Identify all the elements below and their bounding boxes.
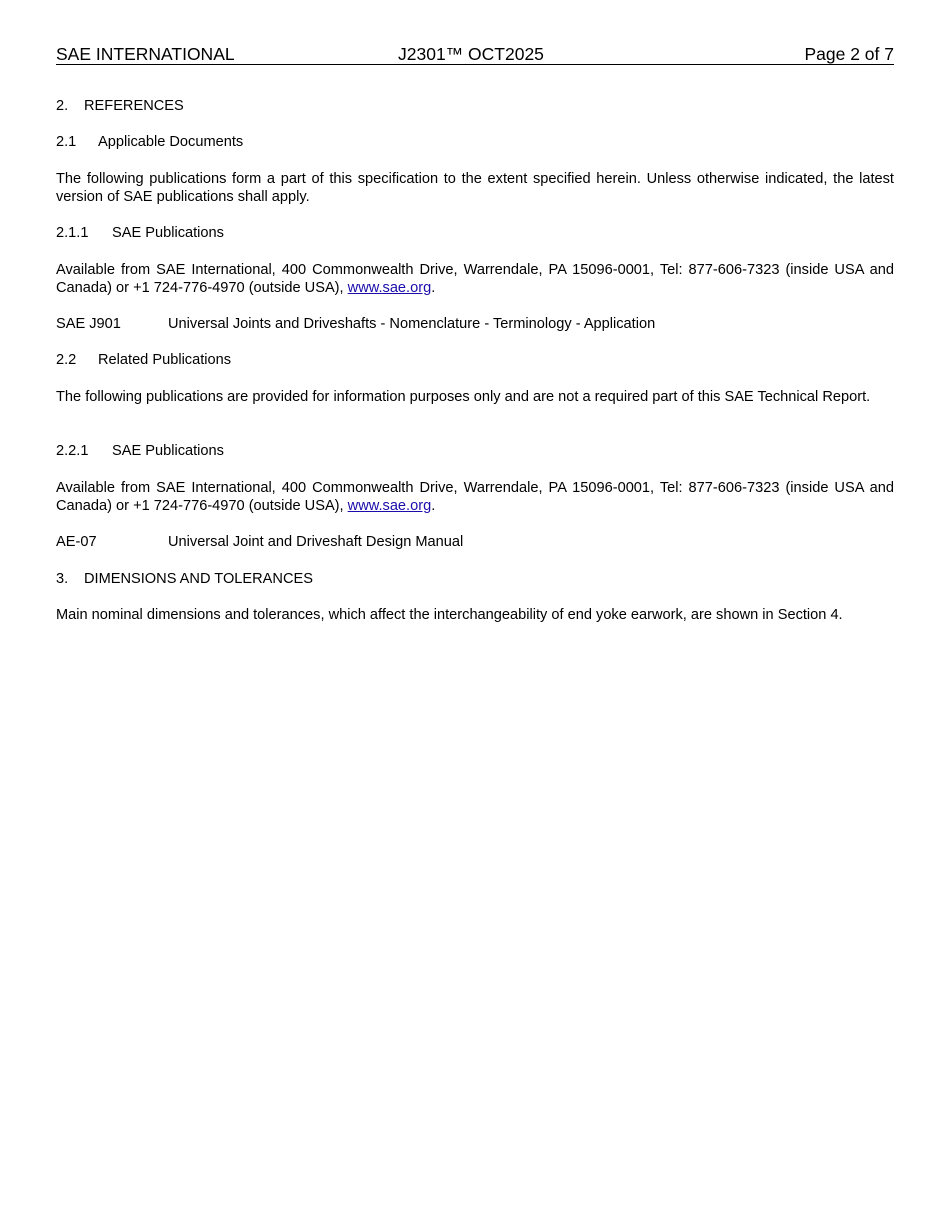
section-2-1-1-title: SAE Publications <box>112 225 224 241</box>
sae-website-link[interactable]: www.sae.org <box>347 498 432 514</box>
section-2-title: REFERENCES <box>84 98 184 114</box>
section-2-2-title: Related Publications <box>98 352 232 368</box>
section-2-1-heading <box>56 133 243 151</box>
section-2-2-number: 2.2 <box>56 352 77 368</box>
section-2-number: 2. <box>56 98 69 114</box>
sae-website-link[interactable]: www.sae.org <box>347 280 432 296</box>
section-2-1-1-availability <box>56 261 894 297</box>
header-organization: SAE INTERNATIONAL <box>56 44 235 64</box>
reference-code: AE-07 <box>56 534 97 550</box>
section-2-2-paragraph: The following publications are provided for information purposes only and are not a required part of this SAE Technical Report. <box>56 389 871 405</box>
section-2-1-paragraph: The following publications form a part of this specification to the extent specified herein. Unless otherwise indicated, the latest version of SAE publications shall apply. <box>56 171 894 205</box>
section-2-2-1-heading <box>56 442 224 460</box>
section-3-title: DIMENSIONS AND TOLERANCES <box>84 571 313 587</box>
period: . <box>431 498 436 514</box>
section-2-2-1-availability <box>56 479 894 515</box>
header-document-id: J2301™ OCT2025 <box>398 44 544 64</box>
section-2-2-heading <box>56 351 231 369</box>
section-2-2-1-number: 2.2.1 <box>56 443 89 459</box>
section-2-1-1-number: 2.1.1 <box>56 225 89 241</box>
section-3-heading <box>56 570 313 588</box>
page-header <box>56 44 894 65</box>
section-2-1-number: 2.1 <box>56 134 77 150</box>
reference-ae-07 <box>56 533 463 551</box>
reference-sae-j901 <box>56 315 655 333</box>
section-2-2-1-title: SAE Publications <box>112 443 224 459</box>
section-2-1-title: Applicable Documents <box>98 134 244 150</box>
section-3-paragraph: Main nominal dimensions and tolerances, which affect the interchangeability of end yoke earwork, are shown in Section 4. <box>56 607 843 623</box>
section-2-heading <box>56 97 184 115</box>
reference-code: SAE J901 <box>56 316 121 332</box>
section-3-number: 3. <box>56 571 69 587</box>
reference-title: Universal Joint and Driveshaft Design Manual <box>168 534 464 550</box>
reference-title: Universal Joints and Driveshafts - Nomenclature - Terminology - Application <box>168 316 656 332</box>
availability-text: Available from SAE International, 400 Commonwealth Drive, Warrendale, PA 15096-0001, Tel: 877-606-7323 (inside USA and Canada) or +1 724-776-4970 (outside USA), <box>56 480 894 514</box>
section-2-1-1-heading <box>56 224 224 242</box>
availability-text: Available from SAE International, 400 Commonwealth Drive, Warrendale, PA 15096-0001, Tel: 877-606-7323 (inside USA and Canada) or +1 724-776-4970 (outside USA), <box>56 262 894 296</box>
header-page-number: Page 2 of 7 <box>804 44 894 64</box>
period: . <box>431 280 436 296</box>
